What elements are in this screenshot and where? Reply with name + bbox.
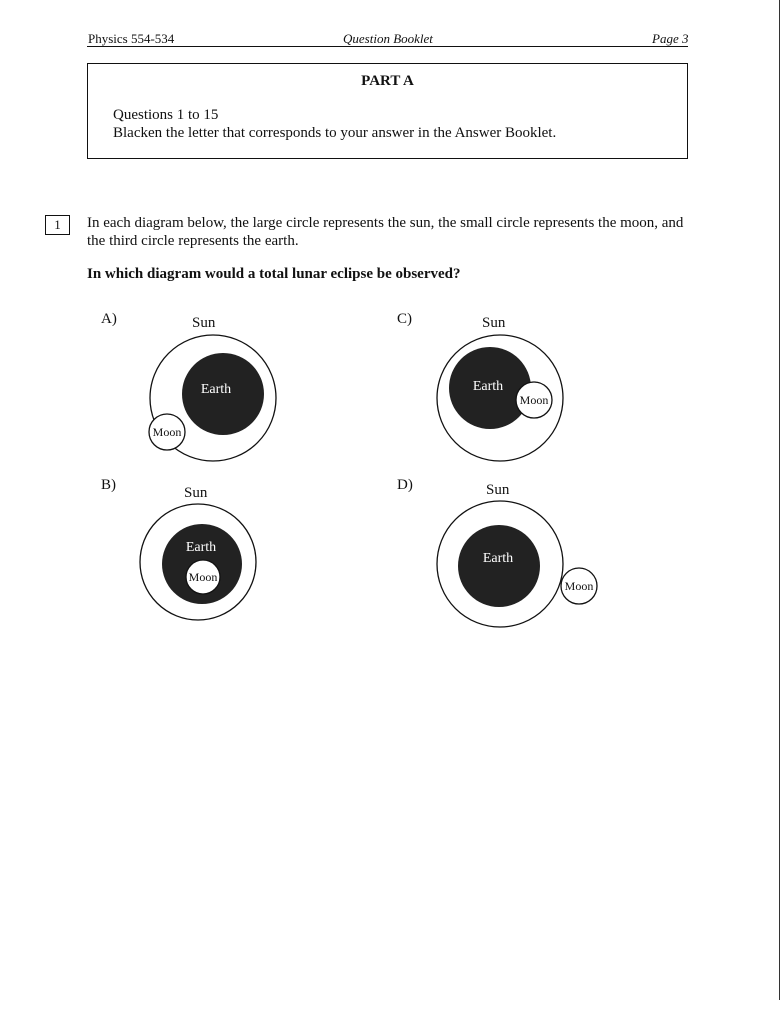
diagram-b (140, 504, 256, 620)
question-number-box: 1 (45, 215, 70, 235)
diagram-a-moon-label: Moon (152, 425, 182, 439)
question-text: In each diagram below, the large circle represents the sun, the small circle represents the moon, and the third circle represents the earth. (87, 215, 684, 249)
diagram-a (149, 335, 276, 461)
option-a-label: A) (101, 311, 117, 327)
diagram-d-earth (458, 525, 540, 607)
option-a-sun-label: Sun (192, 315, 216, 331)
header-page: Page 3 (652, 31, 689, 46)
option-d-sun-label: Sun (486, 482, 510, 498)
option-d-label: D) (397, 477, 413, 493)
diagram-a-earth-label: Earth (200, 382, 232, 397)
diagram-b-moon-label: Moon (188, 570, 218, 584)
part-instructions: Blacken the letter that corresponds to your answer in the Answer Booklet. (113, 125, 557, 141)
header-title: Question Booklet (343, 31, 433, 46)
option-c-label: C) (397, 311, 412, 327)
option-b-sun-label: Sun (184, 485, 208, 501)
diagram-c (437, 335, 563, 461)
diagram-b-earth-label: Earth (185, 540, 217, 555)
diagram-d-moon-label: Moon (564, 579, 594, 593)
diagram-c-moon-label: Moon (519, 393, 549, 407)
question-prompt: In which diagram would a total lunar eclipse be observed? (87, 266, 461, 282)
diagram-d (437, 501, 597, 627)
option-c-sun-label: Sun (482, 315, 506, 331)
part-title: PART A (361, 73, 414, 89)
header-course: Physics 554-534 (88, 31, 175, 46)
part-questions-range: Questions 1 to 15 (113, 107, 219, 123)
diagram-d-earth-label: Earth (482, 551, 514, 566)
option-b-label: B) (101, 477, 116, 493)
diagram-c-earth-label: Earth (472, 379, 504, 394)
